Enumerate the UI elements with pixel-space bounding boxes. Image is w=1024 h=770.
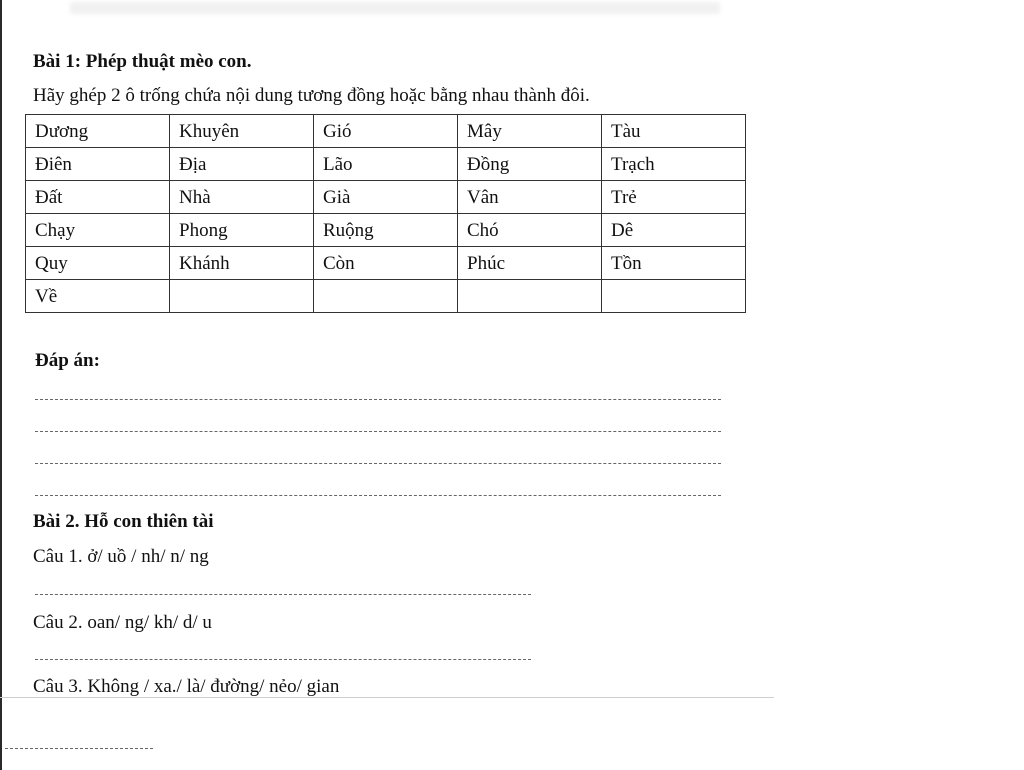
question-1-answer-line: [35, 594, 531, 595]
table-row: [26, 280, 746, 313]
table-cell: Địa: [170, 148, 314, 181]
answer-line-2: [35, 431, 721, 432]
table-cell: Phong: [170, 214, 314, 247]
table-cell: [602, 280, 746, 313]
table-cell: Trẻ: [602, 181, 746, 214]
word-matching-table: [25, 114, 746, 313]
table-cell: Quy: [26, 247, 170, 280]
answer-label: Đáp án:: [35, 350, 100, 371]
faded-header-text: [70, 2, 720, 14]
question-1: Câu 1. ở/ uồ / nh/ n/ ng: [33, 546, 209, 567]
table-cell: Khánh: [170, 247, 314, 280]
table-cell: Ruộng: [314, 214, 458, 247]
question-3: Câu 3. Không / xa./ là/ đường/ nẻo/ gian: [33, 676, 340, 697]
table-cell: Khuyên: [170, 115, 314, 148]
table-cell: Về: [26, 280, 170, 313]
answer-line-4: [35, 495, 721, 496]
exercise-1-title: Bài 1: Phép thuật mèo con.: [33, 51, 252, 72]
table-cell: Chó: [458, 214, 602, 247]
table-cell: Dê: [602, 214, 746, 247]
table-cell: [170, 280, 314, 313]
table-cell: Phúc: [458, 247, 602, 280]
table-cell: Già: [314, 181, 458, 214]
question-2: Câu 2. oan/ ng/ kh/ d/ u: [33, 612, 212, 633]
exercise-1-instruction: Hãy ghép 2 ô trống chứa nội dung tương đồng hoặc bằng nhau thành đôi.: [33, 85, 590, 106]
page-left-border: [0, 0, 2, 770]
table-cell: [458, 280, 602, 313]
table-cell: Tàu: [602, 115, 746, 148]
table-row: [26, 247, 746, 280]
question-3-answer-line: [5, 748, 153, 749]
table-cell: Trạch: [602, 148, 746, 181]
table-row: [26, 181, 746, 214]
table-row: [26, 115, 746, 148]
table-cell: Tồn: [602, 247, 746, 280]
answer-line-1: [35, 399, 721, 400]
question-2-answer-line: [35, 659, 531, 660]
table-cell: Lão: [314, 148, 458, 181]
table-cell: Gió: [314, 115, 458, 148]
exercise-2-title: Bài 2. Hỗ con thiên tài: [33, 511, 214, 532]
table-cell: Đất: [26, 181, 170, 214]
table-cell: Mây: [458, 115, 602, 148]
table-cell: Đồng: [458, 148, 602, 181]
table-cell: Dương: [26, 115, 170, 148]
table-cell: Điên: [26, 148, 170, 181]
table-cell: Vân: [458, 181, 602, 214]
table-cell: [314, 280, 458, 313]
table-row: [26, 214, 746, 247]
table-cell: Nhà: [170, 181, 314, 214]
page-break-line: [0, 697, 774, 698]
table-cell: Còn: [314, 247, 458, 280]
table-cell: Chạy: [26, 214, 170, 247]
answer-line-3: [35, 463, 721, 464]
table-row: [26, 148, 746, 181]
